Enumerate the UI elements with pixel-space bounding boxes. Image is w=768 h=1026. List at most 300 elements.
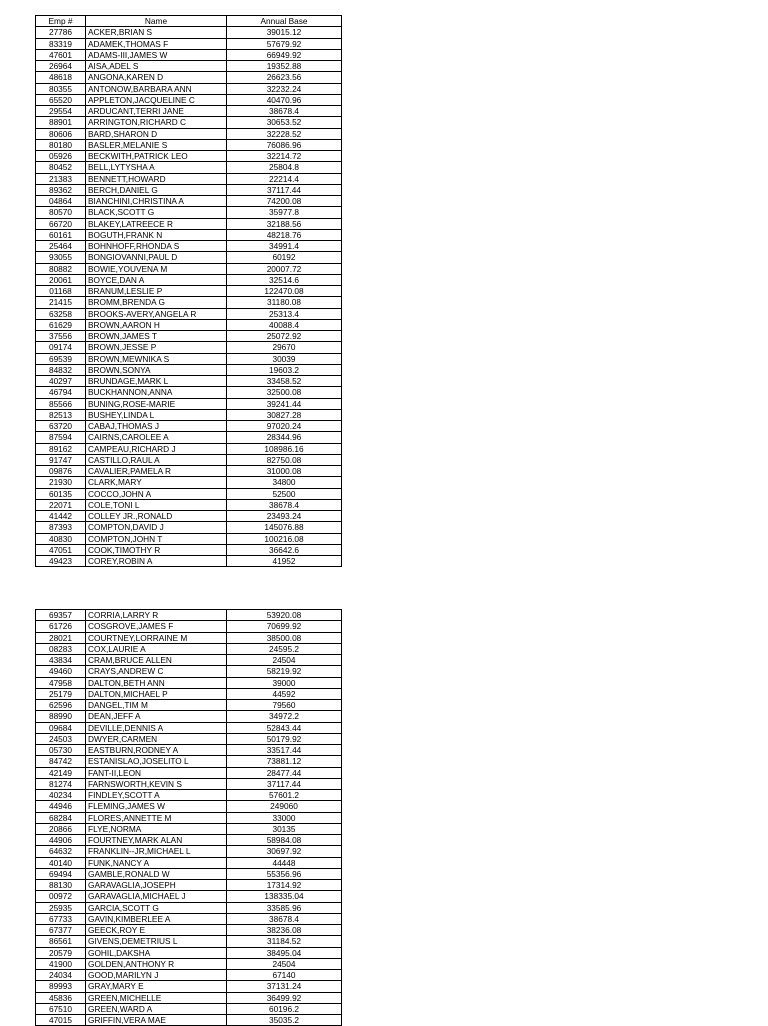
table-row [36,778,342,789]
annual-base-cell: 30653.52 [227,117,342,128]
table-row [36,1003,342,1014]
table-row [36,342,342,353]
table-row [36,241,342,252]
annual-base-cell: 32232.24 [227,83,342,94]
table-row [36,432,342,443]
table-row [36,700,342,711]
emp-number-cell: 62596 [36,700,86,711]
employee-name-cell: CABAJ,THOMAS J [86,421,227,432]
employee-name-cell: FARNSWORTH,KEVIN S [86,778,227,789]
emp-number-cell: 40297 [36,376,86,387]
table-row [36,846,342,857]
employee-name-cell: ADAMS-III,JAMES W [86,49,227,60]
employee-name-cell: BELL,LYTYSHA A [86,162,227,173]
emp-number-cell: 46794 [36,387,86,398]
annual-base-cell: 19603.2 [227,364,342,375]
emp-number-cell: 67733 [36,913,86,924]
annual-base-cell: 55356.96 [227,868,342,879]
annual-base-cell: 40470.96 [227,94,342,105]
employee-table-page-one [35,15,342,567]
table-row [36,38,342,49]
employee-name-cell: ACKER,BRIAN S [86,27,227,38]
employee-name-cell: ADAMEK,THOMAS F [86,38,227,49]
emp-number-cell: 67377 [36,925,86,936]
table-row [36,128,342,139]
table-row [36,688,342,699]
emp-number-cell: 47601 [36,49,86,60]
annual-base-cell: 37117.44 [227,778,342,789]
employee-name-cell: DALTON,BETH ANN [86,677,227,688]
annual-base-cell: 35035.2 [227,1015,342,1026]
annual-base-cell: 74200.08 [227,196,342,207]
employee-name-cell: ARRINGTON,RICHARD C [86,117,227,128]
emp-number-cell: 00972 [36,891,86,902]
annual-base-cell: 138335.04 [227,891,342,902]
table-row [36,544,342,555]
emp-number-cell: 08283 [36,643,86,654]
employee-name-cell: BROWN,AARON H [86,319,227,330]
table-row [36,868,342,879]
employee-name-cell: FUNK,NANCY A [86,857,227,868]
employee-name-cell: ANTONOW,BARBARA ANN [86,83,227,94]
annual-base-cell: 40088.4 [227,319,342,330]
emp-number-cell: 86561 [36,936,86,947]
emp-number-cell: 05730 [36,745,86,756]
annual-base-cell: 53920.08 [227,610,342,621]
emp-number-cell: 69357 [36,610,86,621]
employee-name-cell: BRUNDAGE,MARK L [86,376,227,387]
table-row [36,162,342,173]
annual-base-cell: 26623.56 [227,72,342,83]
table-row [36,151,342,162]
emp-number-cell: 63258 [36,308,86,319]
table-row [36,621,342,632]
emp-number-cell: 49423 [36,556,86,567]
employee-name-cell: DALTON,MICHAEL P [86,688,227,699]
employee-name-cell: BONGIOVANNI,PAUL D [86,252,227,263]
table-row [36,263,342,274]
emp-number-cell: 63720 [36,421,86,432]
employee-name-cell: BROWN,SONYA [86,364,227,375]
annual-base-cell: 34991.4 [227,241,342,252]
table-row [36,83,342,94]
emp-number-cell: 27786 [36,27,86,38]
employee-name-cell: FRANKLIN--JR,MICHAEL L [86,846,227,857]
emp-number-cell: 21415 [36,297,86,308]
employee-name-cell: BLACK,SCOTT G [86,207,227,218]
table-row [36,880,342,891]
emp-number-cell: 40140 [36,857,86,868]
emp-number-cell: 80882 [36,263,86,274]
emp-number-cell: 01168 [36,286,86,297]
table-row [36,711,342,722]
annual-base-header: Annual Base [227,16,342,27]
emp-number-cell: 66720 [36,218,86,229]
table-row [36,666,342,677]
employee-name-cell: GIVENS,DEMETRIUS L [86,936,227,947]
annual-base-cell: 57679.92 [227,38,342,49]
employee-name-cell: COLLEY JR.,RONALD [86,511,227,522]
emp-number-cell: 37556 [36,331,86,342]
emp-number-cell: 49460 [36,666,86,677]
employee-name-cell: BRANUM,LESLIE P [86,286,227,297]
employee-name-cell: COURTNEY,LORRAINE M [86,632,227,643]
annual-base-cell: 38500.08 [227,632,342,643]
annual-base-cell: 32514.6 [227,274,342,285]
annual-base-cell: 76086.96 [227,139,342,150]
annual-base-cell: 30697.92 [227,846,342,857]
emp-number-cell: 88130 [36,880,86,891]
emp-number-cell: 43834 [36,655,86,666]
annual-base-cell: 41952 [227,556,342,567]
table-row [36,353,342,364]
employee-name-cell: GARAVAGLIA,JOSEPH [86,880,227,891]
employee-name-cell: FLYE,NORMA [86,823,227,834]
emp-number-cell: 89993 [36,981,86,992]
emp-number-cell: 84832 [36,364,86,375]
table-row [36,387,342,398]
table-row [36,308,342,319]
table-row [36,790,342,801]
annual-base-cell: 31000.08 [227,466,342,477]
table-row [36,947,342,958]
employee-name-cell: BUCKHANNON,ANNA [86,387,227,398]
employee-name-cell: DEVILLE,DENNIS A [86,722,227,733]
annual-base-cell: 33517.44 [227,745,342,756]
annual-base-cell: 58219.92 [227,666,342,677]
annual-base-cell: 25072.92 [227,331,342,342]
employee-name-cell: GOHIL,DAKSHA [86,947,227,958]
annual-base-cell: 36642.6 [227,544,342,555]
employee-name-cell: BROWN,JESSE P [86,342,227,353]
emp-number-cell: 85566 [36,398,86,409]
employee-name-cell: COLE,TONI L [86,499,227,510]
emp-number-cell: 20579 [36,947,86,958]
table-row [36,106,342,117]
emp-number-cell: 24503 [36,733,86,744]
employee-name-cell: BECKWITH,PATRICK LEO [86,151,227,162]
annual-base-cell: 100216.08 [227,533,342,544]
emp-number-cell: 84742 [36,756,86,767]
annual-base-cell: 52500 [227,488,342,499]
emp-number-cell: 47958 [36,677,86,688]
table-header-row [36,16,342,27]
emp-number-cell: 21383 [36,173,86,184]
emp-number-cell: 64632 [36,846,86,857]
table-row [36,722,342,733]
table-row [36,184,342,195]
table-row [36,94,342,105]
employee-name-cell: BOWIE,YOUVENA M [86,263,227,274]
emp-number-cell: 69494 [36,868,86,879]
annual-base-cell: 36499.92 [227,992,342,1003]
annual-base-cell: 82750.08 [227,454,342,465]
employee-name-cell: ARDUCANT,TERRI JANE [86,106,227,117]
employee-name-cell: COX,LAURIE A [86,643,227,654]
employee-name-cell: FOURTNEY,MARK ALAN [86,835,227,846]
employee-name-cell: BLAKEY,LATREECE R [86,218,227,229]
table-row [36,173,342,184]
employee-name-cell: CASTILLO,RAUL A [86,454,227,465]
annual-base-cell: 73881.12 [227,756,342,767]
table-row [36,477,342,488]
table-row [36,207,342,218]
employee-name-cell: BERCH,DANIEL G [86,184,227,195]
employee-name-cell: EASTBURN,RODNEY A [86,745,227,756]
annual-base-cell: 50179.92 [227,733,342,744]
table-row [36,331,342,342]
annual-base-cell: 38678.4 [227,106,342,117]
emp-number-cell: 80570 [36,207,86,218]
emp-number-cell: 45836 [36,992,86,1003]
table-row [36,1015,342,1026]
employee-name-cell: COSGROVE,JAMES F [86,621,227,632]
table-row [36,297,342,308]
table-row [36,733,342,744]
emp-number-cell: 89162 [36,443,86,454]
annual-base-cell: 32188.56 [227,218,342,229]
table-row [36,398,342,409]
employee-name-cell: BROWN,MEWNIKA S [86,353,227,364]
employee-name-cell: CAIRNS,CAROLEE A [86,432,227,443]
name-header: Name [86,16,227,27]
table-row [36,27,342,38]
employee-name-cell: CORRIA,LARRY R [86,610,227,621]
employee-name-cell: GARCIA,SCOTT G [86,902,227,913]
emp-number-cell: 20061 [36,274,86,285]
employee-name-cell: GEECK,ROY E [86,925,227,936]
annual-base-cell: 57601.2 [227,790,342,801]
table-row [36,756,342,767]
emp-number-cell: 04864 [36,196,86,207]
annual-base-cell: 39241.44 [227,398,342,409]
emp-number-cell: 09684 [36,722,86,733]
emp-number-cell: 88901 [36,117,86,128]
emp-number-cell: 40234 [36,790,86,801]
table-row [36,970,342,981]
annual-base-cell: 35977.8 [227,207,342,218]
annual-base-cell: 32228.52 [227,128,342,139]
emp-number-cell: 67510 [36,1003,86,1014]
table-row [36,139,342,150]
annual-base-cell: 44592 [227,688,342,699]
emp-number-cell: 41900 [36,958,86,969]
employee-name-cell: GRIFFIN,VERA MAE [86,1015,227,1026]
emp-number-cell: 28021 [36,632,86,643]
annual-base-cell: 38236.08 [227,925,342,936]
employee-name-cell: AISA,ADEL S [86,61,227,72]
annual-base-cell: 48218.76 [227,229,342,240]
emp-number-cell: 25464 [36,241,86,252]
employee-name-cell: ESTANISLAO,JOSELITO L [86,756,227,767]
employee-name-cell: BROWN,JAMES T [86,331,227,342]
annual-base-cell: 122470.08 [227,286,342,297]
table-row [36,522,342,533]
table-row [36,655,342,666]
emp-number-cell: 05926 [36,151,86,162]
emp-number-cell: 87594 [36,432,86,443]
annual-base-cell: 30135 [227,823,342,834]
table-row [36,936,342,947]
annual-base-cell: 32500.08 [227,387,342,398]
employee-name-cell: CAMPEAU,RICHARD J [86,443,227,454]
table-row [36,274,342,285]
emp-number-cell: 44906 [36,835,86,846]
table-row [36,556,342,567]
table-row [36,252,342,263]
emp-number-cell: 09174 [36,342,86,353]
annual-base-cell: 97020.24 [227,421,342,432]
table-row [36,801,342,812]
table-row [36,643,342,654]
annual-base-cell: 60192 [227,252,342,263]
table-row [36,511,342,522]
table-row [36,488,342,499]
table-row [36,319,342,330]
emp-number-cell: 41442 [36,511,86,522]
employee-name-cell: BARD,SHARON D [86,128,227,139]
annual-base-cell: 25804.8 [227,162,342,173]
table-row [36,196,342,207]
emp-number-cell: 20866 [36,823,86,834]
annual-base-cell: 28477.44 [227,767,342,778]
table-row [36,218,342,229]
annual-base-cell: 249060 [227,801,342,812]
annual-base-cell: 39015.12 [227,27,342,38]
table-row [36,981,342,992]
table-row [36,925,342,936]
emp-number-cell: 80355 [36,83,86,94]
employee-name-cell: FANT-II,LEON [86,767,227,778]
table-row [36,376,342,387]
employee-name-cell: CRAM,BRUCE ALLEN [86,655,227,666]
annual-base-cell: 38678.4 [227,499,342,510]
employee-name-cell: DEAN,JEFF A [86,711,227,722]
annual-base-cell: 29670 [227,342,342,353]
table-row [36,992,342,1003]
annual-base-cell: 20007.72 [227,263,342,274]
employee-name-cell: BOHNHOFF,RHONDA S [86,241,227,252]
emp-number-cell: 69539 [36,353,86,364]
annual-base-cell: 32214.72 [227,151,342,162]
employee-table-page-two [35,609,342,1026]
emp-number-cell: 68284 [36,812,86,823]
employee-name-cell: BASLER,MELANIE S [86,139,227,150]
emp-number-cell: 89362 [36,184,86,195]
table-row [36,229,342,240]
annual-base-cell: 24595.2 [227,643,342,654]
employee-name-cell: BOYCE,DAN A [86,274,227,285]
employee-name-cell: BIANCHINI,CHRISTINA A [86,196,227,207]
annual-base-cell: 34972.2 [227,711,342,722]
emp-number-cell: 61726 [36,621,86,632]
emp-number-cell: 22071 [36,499,86,510]
employee-name-cell: CAVALIER,PAMELA R [86,466,227,477]
annual-base-cell: 24504 [227,655,342,666]
employee-name-cell: GAVIN,KIMBERLEE A [86,913,227,924]
employee-name-cell: COCCO,JOHN A [86,488,227,499]
employee-name-cell: GOLDEN,ANTHONY R [86,958,227,969]
emp-number-cell: 60161 [36,229,86,240]
emp-number-cell: 44946 [36,801,86,812]
emp-number-cell: 80452 [36,162,86,173]
table-row [36,958,342,969]
annual-base-cell: 31184.52 [227,936,342,947]
table-row [36,466,342,477]
emp-number-cell: 48618 [36,72,86,83]
table-row [36,533,342,544]
employee-name-cell: GRAY,MARY E [86,981,227,992]
annual-base-cell: 52843.44 [227,722,342,733]
emp-number-cell: 24034 [36,970,86,981]
annual-base-cell: 67140 [227,970,342,981]
table-row [36,632,342,643]
annual-base-cell: 17314.92 [227,880,342,891]
employee-name-cell: CRAYS,ANDREW C [86,666,227,677]
table-row [36,902,342,913]
employee-name-cell: CLARK,MARY [86,477,227,488]
emp-number-cell: 42149 [36,767,86,778]
annual-base-cell: 60196.2 [227,1003,342,1014]
employee-name-cell: COOK,TIMOTHY R [86,544,227,555]
annual-base-cell: 33458.52 [227,376,342,387]
emp-number-cell: 25935 [36,902,86,913]
table-row [36,835,342,846]
emp-number-cell: 83319 [36,38,86,49]
annual-base-cell: 79560 [227,700,342,711]
annual-base-cell: 44448 [227,857,342,868]
annual-base-cell: 37117.44 [227,184,342,195]
annual-base-cell: 39000 [227,677,342,688]
annual-base-cell: 28344.96 [227,432,342,443]
emp-number-cell: 80180 [36,139,86,150]
annual-base-cell: 70699.92 [227,621,342,632]
table-row [36,767,342,778]
annual-base-cell: 22214.4 [227,173,342,184]
table-row [36,72,342,83]
annual-base-cell: 24504 [227,958,342,969]
employee-name-cell: GREEN,MICHELLE [86,992,227,1003]
annual-base-cell: 33000 [227,812,342,823]
emp-number-cell: 26964 [36,61,86,72]
annual-base-cell: 58984.08 [227,835,342,846]
emp-number-cell: 47051 [36,544,86,555]
table-row [36,610,342,621]
annual-base-cell: 108986.16 [227,443,342,454]
employee-name-cell: GREEN,WARD A [86,1003,227,1014]
emp-number-cell: 80606 [36,128,86,139]
employee-name-cell: FLEMING,JAMES W [86,801,227,812]
employee-name-cell: BOGUTH,FRANK N [86,229,227,240]
emp-number-cell: 21930 [36,477,86,488]
table-row [36,286,342,297]
employee-name-cell: APPLETON,JACQUELINE C [86,94,227,105]
table-row [36,677,342,688]
annual-base-cell: 37131.24 [227,981,342,992]
employee-name-cell: ANGONA,KAREN D [86,72,227,83]
employee-name-cell: BROMM,BRENDA G [86,297,227,308]
employee-name-cell: COMPTON,DAVID J [86,522,227,533]
emp-number-cell: 40830 [36,533,86,544]
annual-base-cell: 25313.4 [227,308,342,319]
emp-number-cell: 47015 [36,1015,86,1026]
table-row [36,913,342,924]
employee-name-cell: BUSHEY,LINDA L [86,409,227,420]
table-row [36,443,342,454]
employee-name-cell: COMPTON,JOHN T [86,533,227,544]
annual-base-cell: 38678.4 [227,913,342,924]
annual-base-cell: 66949.92 [227,49,342,60]
